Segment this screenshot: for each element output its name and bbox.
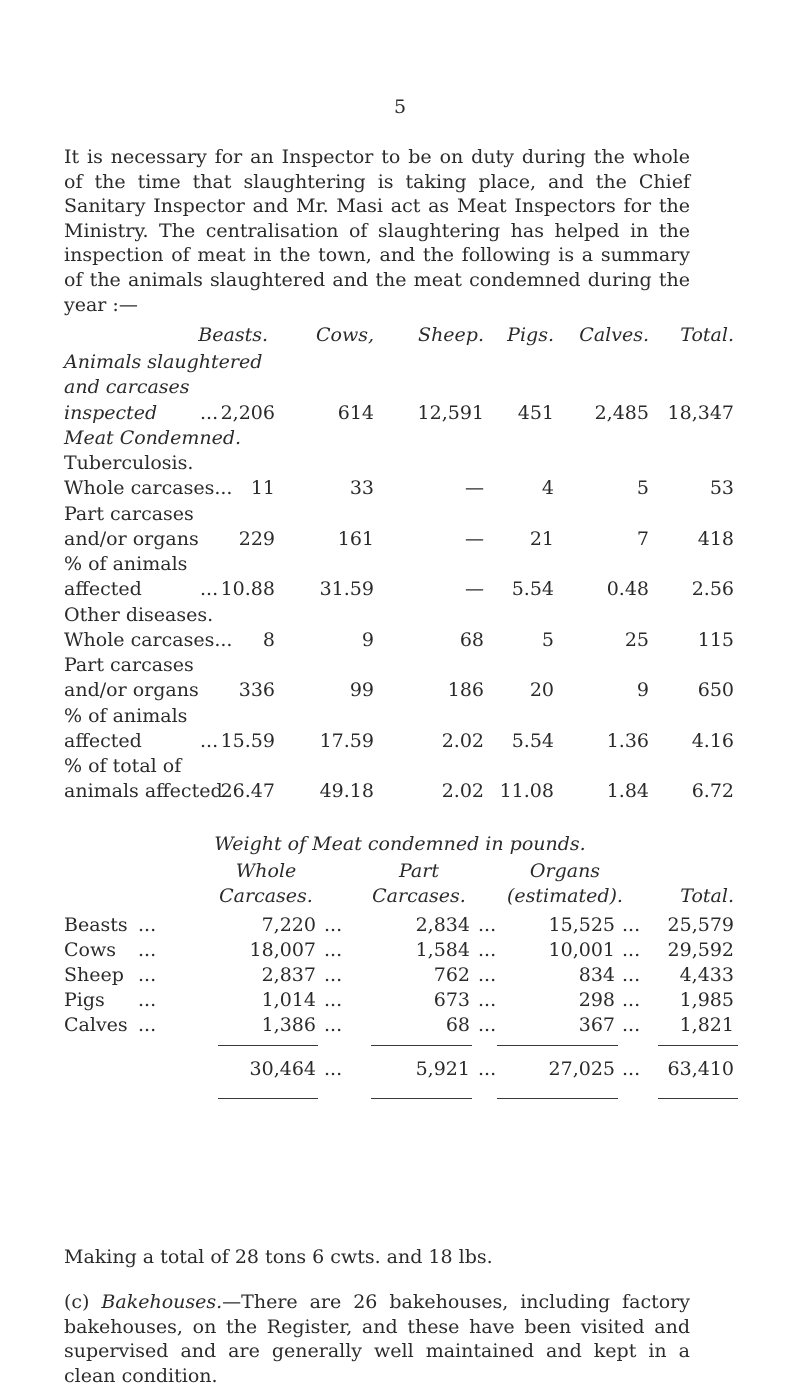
leader-dots: ...	[478, 1058, 497, 1080]
table-cell: 1,985	[679, 989, 734, 1011]
table-cell: —	[465, 477, 484, 500]
table-cell: 99	[349, 679, 374, 702]
row-label: Whole carcases...	[64, 628, 233, 651]
table-cell: 0.48	[606, 578, 649, 601]
total-rule-bottom	[218, 1098, 318, 1099]
row-label: Calves	[64, 1014, 128, 1036]
column-header: Total.	[680, 885, 734, 907]
table-cell: 1,014	[261, 989, 316, 1011]
row-label: Beasts	[64, 914, 128, 936]
table-cell: 5.54	[511, 729, 554, 752]
table-cell: 115	[697, 628, 734, 651]
leader-dots: ...	[622, 1058, 641, 1080]
row-label: Sheep	[64, 964, 124, 986]
table-cell: 2.56	[691, 578, 734, 601]
leader-dots: ...	[324, 964, 343, 986]
row-label: Whole carcases...	[64, 477, 233, 500]
table-cell: 26.47	[220, 780, 275, 803]
table-cell: 9	[636, 679, 649, 702]
total-cell: 5,921	[415, 1058, 470, 1080]
table-cell: 31.59	[319, 578, 374, 601]
table-cell: 21	[529, 527, 554, 550]
table-cell: 17.59	[319, 729, 374, 752]
row-label: Meat Condemned.	[64, 426, 242, 449]
bakehouses-heading: Bakehouses.	[101, 1291, 223, 1313]
table-cell: 186	[447, 679, 484, 702]
table-cell: 1.36	[606, 729, 649, 752]
row-label: Other diseases.	[64, 603, 214, 626]
leader-dots: ...	[138, 914, 157, 936]
table-cell: 614	[337, 401, 374, 424]
total-rule-bottom	[371, 1098, 472, 1099]
table-cell: 762	[433, 964, 470, 986]
table-cell: 29,592	[667, 939, 734, 961]
table-cell: 4,433	[679, 964, 734, 986]
row-label: and/or organs	[64, 679, 199, 702]
leader-dots: ...	[138, 1014, 157, 1036]
table-cell: 20	[529, 679, 554, 702]
leader-dots: ...	[478, 989, 497, 1011]
total-cell: 63,410	[667, 1058, 734, 1080]
table-cell: 25	[624, 628, 649, 651]
leader-dots: ...	[622, 939, 641, 961]
table-cell: 68	[459, 628, 484, 651]
leader-dots: ...	[622, 964, 641, 986]
table-cell: 336	[238, 679, 275, 702]
leader-dots: ...	[622, 989, 641, 1011]
section-marker: (c)	[64, 1291, 90, 1313]
leader-dots: ...	[200, 578, 219, 601]
table-cell: 2,485	[594, 401, 649, 424]
table-cell: 7,220	[261, 914, 316, 936]
table-cell: —	[465, 527, 484, 550]
bakehouses-text	[64, 1290, 690, 1388]
total-rule-bottom	[497, 1098, 618, 1099]
intro-text: It is necessary for an Inspector to be on duty during the whole of the time that slaughtering is taking place, and the Chief Sanitary Inspector and Mr. Masi act as Meat Inspectors for the Ministry. The centralisation of slaughtering has helped in the inspection of meat in the town, and the following is a summary of the animals slaughtered and the meat condemned during the year :—	[64, 146, 690, 316]
leader-dots: ...	[200, 729, 219, 752]
row-label: Cows	[64, 939, 116, 961]
table-title: Weight of Meat condemned in pounds.	[214, 833, 586, 855]
table-cell: 1,584	[415, 939, 470, 961]
table-cell: 650	[697, 679, 734, 702]
summary-line: Making a total of 28 tons 6 cwts. and 18 lbs.	[64, 1246, 493, 1268]
table-cell: 834	[578, 964, 615, 986]
leader-dots: ...	[200, 401, 219, 424]
column-header: Organs	[529, 860, 601, 882]
table-cell: 9	[361, 628, 374, 651]
table-cell: 10.88	[220, 578, 275, 601]
table-cell: 418	[697, 527, 734, 550]
table-cell: 2,837	[261, 964, 316, 986]
column-header: Total.	[680, 324, 734, 346]
row-label: % of animals	[64, 553, 188, 575]
table-cell: 11	[250, 477, 275, 500]
column-header: Sheep.	[418, 324, 484, 346]
table-cell: 8	[262, 628, 275, 651]
table-cell: 1.84	[606, 780, 649, 803]
table-cell: 2.02	[441, 780, 484, 803]
column-header: Carcases.	[372, 885, 466, 907]
intro-paragraph	[64, 145, 690, 317]
total-rule-top	[658, 1045, 738, 1046]
table-cell: 4.16	[691, 729, 734, 752]
leader-dots: ...	[478, 914, 497, 936]
table-cell: 161	[337, 527, 374, 550]
table-cell: 229	[238, 527, 275, 550]
column-header: Beasts.	[198, 324, 268, 346]
total-rule-top	[218, 1045, 318, 1046]
table-cell: 6.72	[691, 780, 734, 803]
table-cell: 1,386	[261, 1014, 316, 1036]
table-cell: 68	[445, 1014, 470, 1036]
row-label: affected	[64, 729, 142, 752]
table-cell: 11.08	[499, 780, 554, 803]
row-label: Tuberculosis.	[64, 452, 194, 474]
column-header: Whole	[235, 860, 297, 882]
total-cell: 27,025	[548, 1058, 615, 1080]
table-cell: 5.54	[511, 578, 554, 601]
column-header: Part	[399, 860, 439, 882]
page-number: 5	[393, 96, 407, 118]
table-cell: 10,001	[548, 939, 615, 961]
total-rule-top	[371, 1045, 472, 1046]
leader-dots: ...	[324, 989, 343, 1011]
table-cell: 18,007	[249, 939, 316, 961]
table-cell: —	[465, 578, 484, 601]
row-label: % of animals	[64, 704, 188, 727]
column-header: Calves.	[579, 324, 649, 346]
table-cell: 367	[578, 1014, 615, 1036]
table-cell: 5	[636, 477, 649, 500]
table-cell: 12,591	[417, 401, 484, 424]
table-cell: 49.18	[319, 780, 374, 803]
table-cell: 2,206	[220, 401, 275, 424]
table-cell: 7	[636, 527, 649, 550]
total-rule-bottom	[658, 1098, 738, 1099]
leader-dots: ...	[324, 914, 343, 936]
bakehouses-body: —There are 26 bakehouses, including factory bakehouses, on the Register, and these have been visited and supervised and are generally well maintained and kept in a clean condition.	[64, 1291, 690, 1387]
leader-dots: ...	[138, 989, 157, 1011]
table-cell: 53	[709, 477, 734, 500]
row-label: Animals slaughtered	[64, 351, 263, 373]
leader-dots: ...	[478, 1014, 497, 1036]
leader-dots: ...	[138, 964, 157, 986]
table-cell: 1,821	[679, 1014, 734, 1036]
row-label: affected	[64, 578, 142, 601]
leader-dots: ...	[478, 939, 497, 961]
total-cell: 30,464	[249, 1058, 316, 1080]
row-label: Pigs	[64, 989, 105, 1011]
table-cell: 2.02	[441, 729, 484, 752]
leader-dots: ...	[478, 964, 497, 986]
leader-dots: ...	[622, 1014, 641, 1036]
leader-dots: ...	[622, 914, 641, 936]
table-cell: 18,347	[667, 401, 734, 424]
row-label: and carcases	[64, 376, 190, 399]
column-header: Cows,	[315, 324, 374, 346]
column-header: (estimated).	[507, 885, 623, 907]
row-label: Part carcases	[64, 654, 194, 676]
row-label: % of total of	[64, 755, 182, 777]
table-cell: 15.59	[220, 729, 275, 752]
table-cell: 25,579	[667, 914, 734, 936]
table-cell: 2,834	[415, 914, 470, 936]
column-header: Pigs.	[507, 324, 554, 346]
leader-dots: ...	[324, 1014, 343, 1036]
leader-dots: ...	[324, 1058, 343, 1080]
leader-dots: ...	[324, 939, 343, 961]
total-rule-top	[497, 1045, 618, 1046]
table-cell: 4	[541, 477, 554, 500]
table-cell: 298	[578, 989, 615, 1011]
column-header: Carcases.	[219, 885, 313, 907]
row-label: animals affected	[64, 780, 223, 803]
leader-dots: ...	[138, 939, 157, 961]
table-cell: 673	[433, 989, 470, 1011]
table-cell: 451	[517, 401, 554, 424]
row-label: Part carcases	[64, 502, 194, 525]
table-cell: 33	[349, 477, 374, 500]
table-cell: 15,525	[548, 914, 615, 936]
row-label: and/or organs	[64, 527, 199, 550]
bakehouses-paragraph	[64, 1290, 690, 1388]
row-label: inspected	[64, 401, 158, 424]
table-cell: 5	[541, 628, 554, 651]
